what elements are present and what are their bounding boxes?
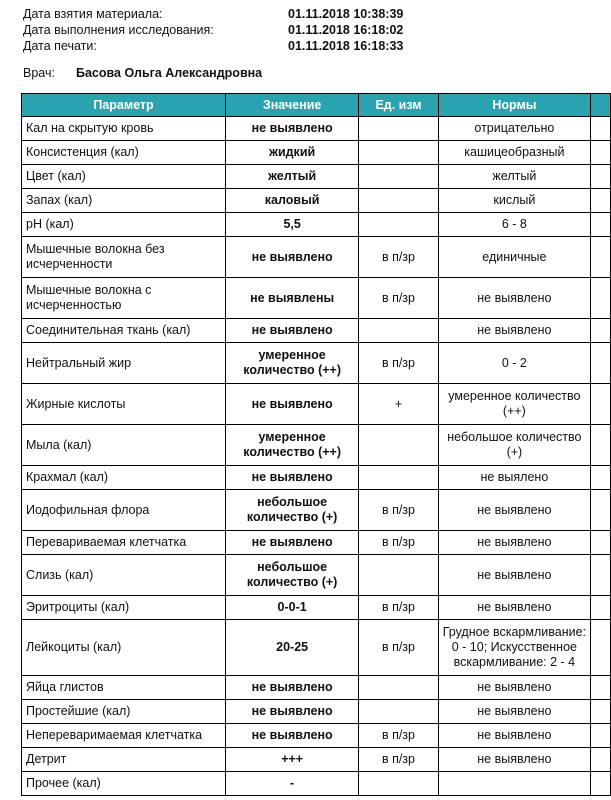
row-parameter: Иодофильная флора [22, 490, 226, 531]
row-value: +++ [225, 748, 358, 772]
row-norm: не выявлено [438, 278, 590, 319]
meta-label: Дата выполнения исследования: [23, 23, 214, 37]
row-unit [359, 555, 438, 596]
row-extra-cell [591, 384, 611, 425]
results-table [21, 93, 611, 796]
table-body [22, 117, 611, 796]
table-row [22, 490, 611, 531]
header-parameter: Параметр [22, 94, 226, 117]
row-value: - [225, 772, 358, 796]
row-unit: в п/зр [359, 237, 438, 278]
row-extra-cell [591, 117, 611, 141]
table-row [22, 117, 611, 141]
row-value: не выявлено [225, 724, 358, 748]
row-parameter: Консистенция (кал) [22, 141, 226, 165]
row-unit: в п/зр [359, 490, 438, 531]
doctor-label: Врач: [23, 66, 55, 80]
table-row [22, 596, 611, 620]
row-parameter: Мышечные волокна с исчерченностью [22, 278, 226, 319]
table-row [22, 319, 611, 343]
row-unit: + [359, 384, 438, 425]
row-extra-cell [591, 700, 611, 724]
row-extra-cell [591, 466, 611, 490]
table-row [22, 189, 611, 213]
meta-value: 01.11.2018 16:18:33 [288, 39, 404, 53]
doctor-name: Басова Ольга Александровна [76, 66, 263, 80]
row-parameter: Цвет (кал) [22, 165, 226, 189]
row-value: не выявлено [225, 531, 358, 555]
row-extra-cell [591, 343, 611, 384]
row-unit: в п/зр [359, 278, 438, 319]
row-parameter: Эритроциты (кал) [22, 596, 226, 620]
row-value: небольшое количество (+) [225, 490, 358, 531]
row-extra-cell [591, 425, 611, 466]
row-parameter: Перевариваемая клетчатка [22, 531, 226, 555]
row-norm: Грудное вскармливание: 0 - 10; Искусственное вскармливание: 2 - 4 [438, 620, 590, 676]
row-value: 5,5 [225, 213, 358, 237]
row-parameter: Простейшие (кал) [22, 700, 226, 724]
row-value: не выявлено [225, 237, 358, 278]
row-norm: умеренное количество (++) [438, 384, 590, 425]
row-norm: отрицательно [438, 117, 590, 141]
row-value: умеренное количество (++) [225, 425, 358, 466]
row-value: умеренное количество (++) [225, 343, 358, 384]
table-row [22, 724, 611, 748]
table-row [22, 237, 611, 278]
row-unit [359, 213, 438, 237]
meta-label: Дата печати: [23, 39, 97, 53]
row-extra-cell [591, 237, 611, 278]
row-norm: 6 - 8 [438, 213, 590, 237]
meta-value: 01.11.2018 16:18:02 [288, 23, 404, 37]
row-unit [359, 319, 438, 343]
row-extra-cell [591, 165, 611, 189]
row-parameter: Детрит [22, 748, 226, 772]
meta-label: Дата взятия материала: [23, 7, 163, 21]
row-value: жидкий [225, 141, 358, 165]
row-norm: небольшое количество (+) [438, 425, 590, 466]
row-extra-cell [591, 189, 611, 213]
row-value: 0-0-1 [225, 596, 358, 620]
row-value: не выявлено [225, 384, 358, 425]
row-extra-cell [591, 141, 611, 165]
row-norm: кашицеобразный [438, 141, 590, 165]
row-value: не выявлены [225, 278, 358, 319]
row-unit [359, 425, 438, 466]
row-unit [359, 700, 438, 724]
row-parameter: Яйца глистов [22, 676, 226, 700]
row-norm [438, 772, 590, 796]
table-row [22, 748, 611, 772]
row-unit: в п/зр [359, 531, 438, 555]
row-extra-cell [591, 772, 611, 796]
row-unit: в п/зр [359, 748, 438, 772]
row-parameter: Крахмал (кал) [22, 466, 226, 490]
row-value: не выявлено [225, 700, 358, 724]
row-unit: в п/зр [359, 620, 438, 676]
table-row [22, 466, 611, 490]
row-value: желтый [225, 165, 358, 189]
row-norm: не выявлено [438, 555, 590, 596]
row-extra-cell [591, 319, 611, 343]
row-parameter: Мышечные волокна без исчерченности [22, 237, 226, 278]
table-header-row [22, 94, 611, 117]
row-extra-cell [591, 531, 611, 555]
row-norm: не выявлено [438, 596, 590, 620]
header-norm: Нормы [438, 94, 590, 117]
row-value: 20-25 [225, 620, 358, 676]
row-parameter: Лейкоциты (кал) [22, 620, 226, 676]
meta-row-sample-date [23, 6, 403, 22]
report-meta [23, 6, 403, 54]
row-norm: не выявлено [438, 319, 590, 343]
table-row [22, 141, 611, 165]
row-parameter: Слизь (кал) [22, 555, 226, 596]
table-row [22, 676, 611, 700]
row-parameter: Прочее (кал) [22, 772, 226, 796]
header-unit: Ед. изм [359, 94, 438, 117]
row-extra-cell [591, 596, 611, 620]
row-extra-cell [591, 676, 611, 700]
header-value: Значение [225, 94, 358, 117]
row-unit [359, 466, 438, 490]
meta-row-print-date [23, 38, 403, 54]
table-row [22, 531, 611, 555]
row-parameter: Нейтральный жир [22, 343, 226, 384]
row-value: не выявлено [225, 319, 358, 343]
table-row [22, 384, 611, 425]
row-unit: в п/зр [359, 596, 438, 620]
row-parameter: pH (кал) [22, 213, 226, 237]
row-parameter: Запах (кал) [22, 189, 226, 213]
row-value: не выявлено [225, 466, 358, 490]
row-extra-cell [591, 213, 611, 237]
row-unit [359, 141, 438, 165]
row-norm: единичные [438, 237, 590, 278]
row-unit [359, 117, 438, 141]
row-unit: в п/зр [359, 343, 438, 384]
row-parameter: Соединительная ткань (кал) [22, 319, 226, 343]
table-row [22, 213, 611, 237]
row-norm: желтый [438, 165, 590, 189]
row-value: небольшое количество (+) [225, 555, 358, 596]
table-row [22, 165, 611, 189]
row-extra-cell [591, 490, 611, 531]
row-norm: кислый [438, 189, 590, 213]
row-norm: не выявлено [438, 676, 590, 700]
row-extra-cell [591, 278, 611, 319]
row-unit [359, 165, 438, 189]
table-row [22, 555, 611, 596]
table-row [22, 425, 611, 466]
row-norm: не выявлено [438, 490, 590, 531]
row-unit [359, 189, 438, 213]
row-norm: не выявлено [438, 748, 590, 772]
row-norm: не выявлено [438, 700, 590, 724]
row-value: каловый [225, 189, 358, 213]
table-row [22, 620, 611, 676]
table-row [22, 278, 611, 319]
row-parameter: Мыла (кал) [22, 425, 226, 466]
row-norm: не выялено [438, 466, 590, 490]
row-parameter: Непереваримаемая клетчатка [22, 724, 226, 748]
doctor-line [23, 66, 262, 80]
table-row [22, 343, 611, 384]
row-norm: не выявлено [438, 531, 590, 555]
row-norm: не выявлено [438, 724, 590, 748]
row-unit: в п/зр [359, 724, 438, 748]
row-value: не выявлено [225, 676, 358, 700]
row-norm: 0 - 2 [438, 343, 590, 384]
meta-value: 01.11.2018 10:38:39 [288, 7, 404, 21]
row-extra-cell [591, 620, 611, 676]
table-row [22, 772, 611, 796]
header-extra [591, 94, 611, 117]
row-extra-cell [591, 748, 611, 772]
table-row [22, 700, 611, 724]
meta-row-exec-date [23, 22, 403, 38]
row-extra-cell [591, 555, 611, 596]
row-unit [359, 676, 438, 700]
row-parameter: Жирные кислоты [22, 384, 226, 425]
row-extra-cell [591, 724, 611, 748]
row-value: не выявлено [225, 117, 358, 141]
row-parameter: Кал на скрытую кровь [22, 117, 226, 141]
row-unit [359, 772, 438, 796]
